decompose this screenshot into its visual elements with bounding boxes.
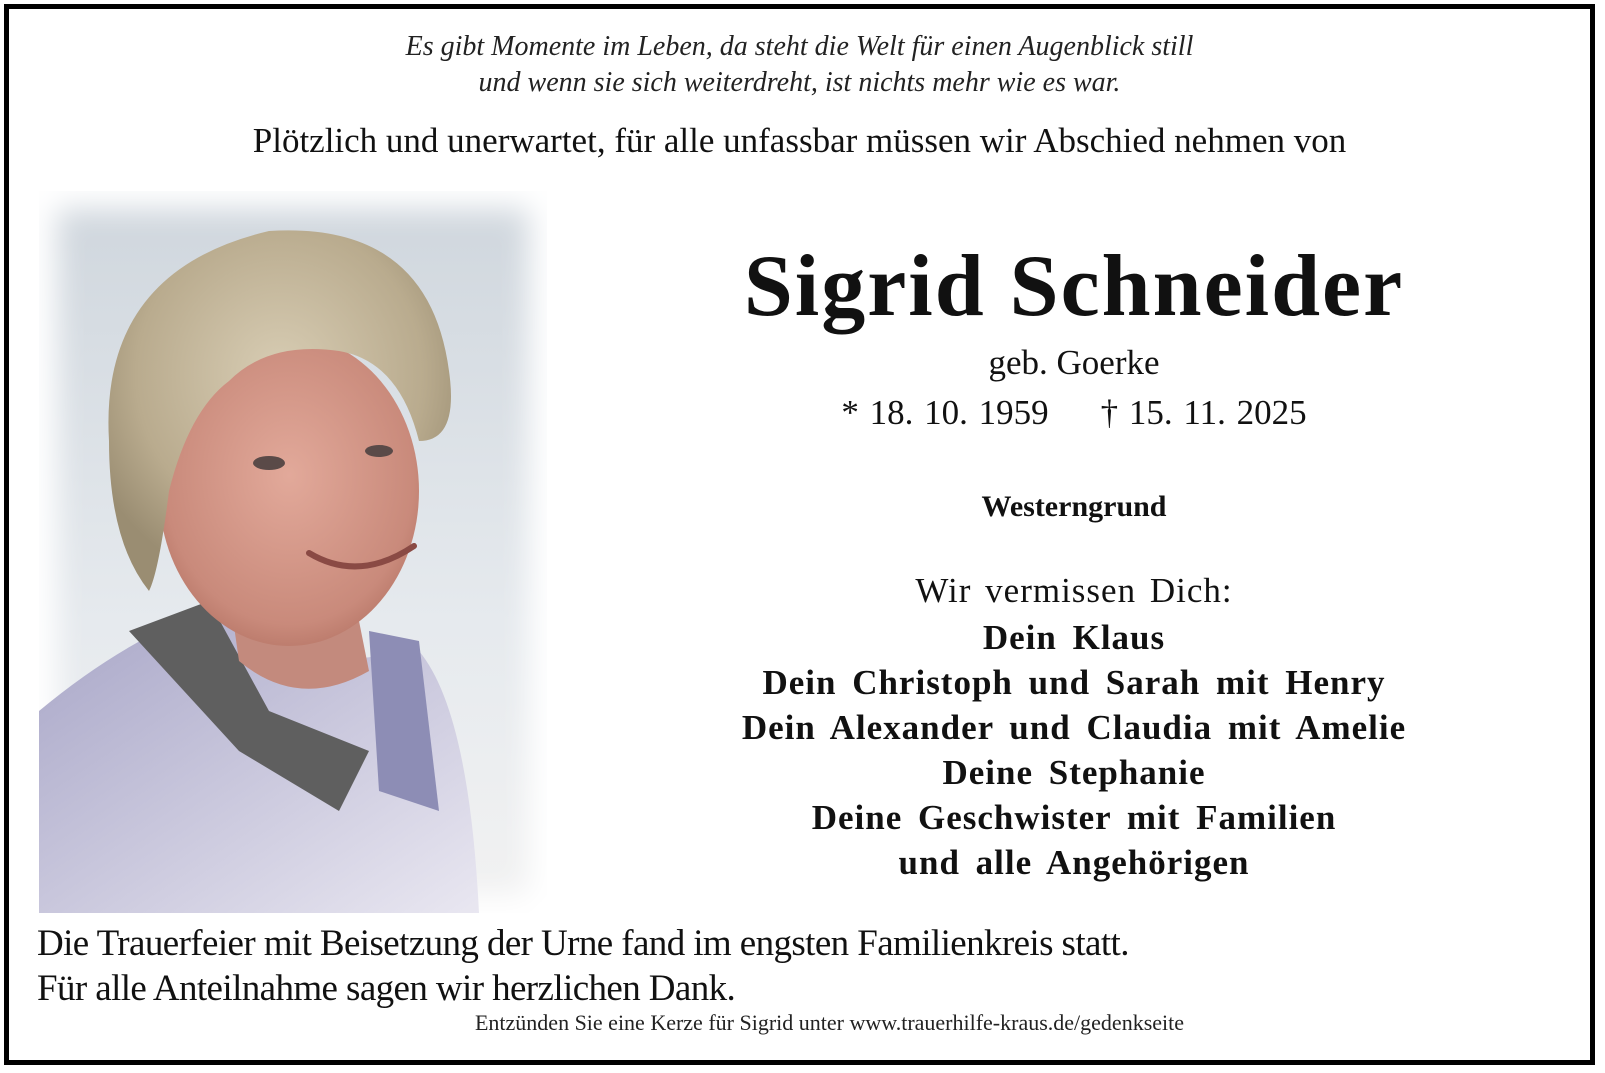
residence-place: Westerngrund [981,490,1167,523]
intro-text: Plötzlich und unerwartet, für alle unfassbar müssen wir Abschied nehmen von [252,121,1347,160]
deceased-name: Sigrid Schneider [743,238,1405,335]
mourners-heading: Wir vermissen Dich: [915,571,1233,610]
opening-quote [9,29,1590,101]
mourner-line: Dein Klaus [982,618,1166,657]
mourner-line: Dein Christoph und Sarah mit Henry [762,663,1386,702]
quote-line-1: Es gibt Momente im Leben, da steht die Welt für einen Augenblick still [405,31,1194,62]
mourner-line: und alle Angehörigen [898,843,1250,882]
closing-text [37,921,1129,1011]
life-dates [569,391,1579,435]
closing-line-1: Die Trauerfeier mit Beisetzung der Urne fand im engsten Familienkreis statt. [37,923,1129,964]
mourners-list [569,615,1579,885]
mourner-line: Deine Stephanie [942,753,1206,792]
birth-date: * 18. 10. 1959 [841,393,1049,432]
closing-line-2: Für alle Anteilnahme sagen wir herzlichen Dank. [37,968,736,1009]
obituary-notice [4,4,1595,1065]
memorial-link-note: Entzünden Sie eine Kerze für Sigrid unter www.trauerhilfe-kraus.de/gedenkseite [474,1010,1185,1035]
death-date: † 15. 11. 2025 [1100,393,1307,432]
portrait-illustration [39,191,547,913]
quote-line-2: und wenn sie sich weiterdreht, ist nichts mehr wie es war. [478,67,1121,98]
maiden-name: geb. Goerke [988,343,1160,382]
mourner-line: Deine Geschwister mit Familien [811,798,1337,837]
mourner-line: Dein Alexander und Claudia mit Amelie [741,708,1407,747]
portrait-photo [39,191,547,913]
